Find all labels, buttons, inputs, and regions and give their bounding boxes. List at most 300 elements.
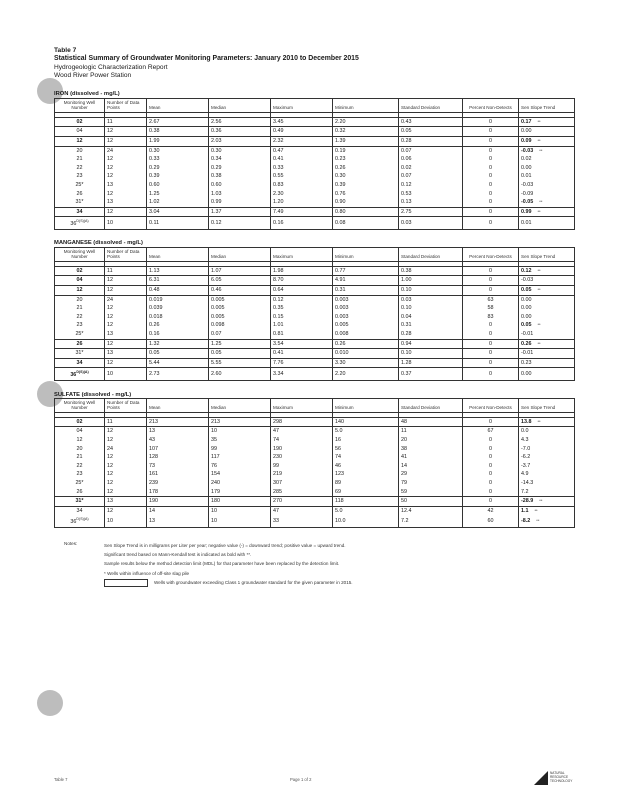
value-cell-median: 6.05 bbox=[209, 276, 271, 286]
value-cell-mean: 14 bbox=[147, 506, 209, 515]
value-cell-mean: 0.38 bbox=[147, 127, 209, 137]
column-header-points: Number of Data Points bbox=[105, 248, 147, 262]
value-cell-sd: 0.13 bbox=[399, 198, 463, 207]
value-cell-sd: 2.75 bbox=[399, 207, 463, 217]
table-row bbox=[55, 266, 575, 276]
value-cell-median: 1.07 bbox=[209, 266, 271, 276]
well-number-cell: 23 bbox=[55, 321, 105, 330]
value-cell-max: 307 bbox=[271, 479, 333, 488]
value-cell-sd: 0.06 bbox=[399, 155, 463, 164]
well-number-cell: 23 bbox=[55, 470, 105, 479]
significance-marker: ** bbox=[536, 517, 540, 523]
value-cell-pct: 0 bbox=[463, 181, 519, 190]
well-number-cell: 22 bbox=[55, 164, 105, 173]
value-cell-median: 0.29 bbox=[209, 164, 271, 173]
value-cell-median: 0.005 bbox=[209, 304, 271, 313]
significance-marker: ** bbox=[539, 199, 543, 205]
value-cell-pct: 0 bbox=[463, 137, 519, 147]
value-cell-min: 0.010 bbox=[333, 349, 399, 359]
value-cell-median: 1.03 bbox=[209, 190, 271, 199]
value-cell-sd: 0.10 bbox=[399, 349, 463, 359]
trend-cell: 0.12 ** bbox=[519, 266, 575, 276]
value-cell-median: 180 bbox=[209, 497, 271, 507]
value-cell-min: 118 bbox=[333, 497, 399, 507]
trend-cell: 0.26 ** bbox=[519, 339, 575, 349]
table-row bbox=[55, 358, 575, 368]
value-cell-mean: 1.13 bbox=[147, 266, 209, 276]
value-cell-mean: 107 bbox=[147, 445, 209, 454]
value-cell-pct: 42 bbox=[463, 506, 519, 515]
value-cell-n: 13 bbox=[105, 198, 147, 207]
value-cell-min: 123 bbox=[333, 470, 399, 479]
value-cell-median: 240 bbox=[209, 479, 271, 488]
document-header bbox=[54, 47, 574, 80]
value-cell-pct: 0 bbox=[463, 349, 519, 359]
value-cell-mean: 0.29 bbox=[147, 164, 209, 173]
value-cell-pct: 0 bbox=[463, 488, 519, 497]
value-cell-mean: 1.32 bbox=[147, 339, 209, 349]
value-cell-sd: 0.10 bbox=[399, 286, 463, 296]
table-row bbox=[55, 330, 575, 339]
value-cell-median: 0.05 bbox=[209, 349, 271, 359]
value-cell-min: 0.003 bbox=[333, 295, 399, 304]
column-header-median: Median bbox=[209, 99, 271, 113]
well-number-cell: 22 bbox=[55, 462, 105, 471]
value-cell-pct: 0 bbox=[463, 117, 519, 127]
table-row bbox=[55, 190, 575, 199]
well-number-cell: 04 bbox=[55, 427, 105, 436]
value-cell-min: 0.19 bbox=[333, 146, 399, 155]
value-cell-sd: 0.07 bbox=[399, 146, 463, 155]
well-number-cell: 21 bbox=[55, 304, 105, 313]
table-row bbox=[55, 368, 575, 380]
value-cell-mean: 178 bbox=[147, 488, 209, 497]
column-header-points: Number of Data Points bbox=[105, 399, 147, 413]
trend-cell: -6.2 bbox=[519, 453, 575, 462]
iron-table bbox=[54, 98, 575, 230]
value-cell-sd: 0.38 bbox=[399, 266, 463, 276]
table-row bbox=[55, 304, 575, 313]
value-cell-median: 117 bbox=[209, 453, 271, 462]
value-cell-median: 213 bbox=[209, 417, 271, 427]
value-cell-max: 47 bbox=[271, 506, 333, 515]
value-cell-n: 12 bbox=[105, 479, 147, 488]
trend-cell: 0.23 bbox=[519, 358, 575, 368]
trend-cell: -0.05 ** bbox=[519, 198, 575, 207]
trend-cell: 0.09 ** bbox=[519, 137, 575, 147]
well-number-cell: 12 bbox=[55, 137, 105, 147]
value-cell-n: 13 bbox=[105, 497, 147, 507]
trend-cell: -0.01 bbox=[519, 330, 575, 339]
value-cell-pct: 0 bbox=[463, 339, 519, 349]
value-cell-n: 12 bbox=[105, 304, 147, 313]
well-number-cell: 31* bbox=[55, 497, 105, 507]
value-cell-sd: 0.94 bbox=[399, 339, 463, 349]
value-cell-max: 0.16 bbox=[271, 217, 333, 229]
value-cell-mean: 0.30 bbox=[147, 146, 209, 155]
well-number-cell: 04 bbox=[55, 276, 105, 286]
trend-cell: 1.1 ** bbox=[519, 506, 575, 515]
trend-cell: -0.09 bbox=[519, 190, 575, 199]
value-cell-sd: 0.53 bbox=[399, 190, 463, 199]
well-number-cell: 34 bbox=[55, 358, 105, 368]
value-cell-max: 0.12 bbox=[271, 295, 333, 304]
value-cell-mean: 73 bbox=[147, 462, 209, 471]
significance-marker: ** bbox=[537, 418, 541, 424]
value-cell-max: 1.98 bbox=[271, 266, 333, 276]
value-cell-mean: 0.48 bbox=[147, 286, 209, 296]
value-cell-median: 0.12 bbox=[209, 217, 271, 229]
value-cell-min: 0.90 bbox=[333, 198, 399, 207]
value-cell-mean: 0.33 bbox=[147, 155, 209, 164]
column-header-stdev: Standard Deviation bbox=[399, 99, 463, 113]
table-row bbox=[55, 417, 575, 427]
well-number-cell: 12 bbox=[55, 436, 105, 445]
table-row bbox=[55, 497, 575, 507]
value-cell-pct: 0 bbox=[463, 330, 519, 339]
value-cell-n: 12 bbox=[105, 470, 147, 479]
manganese-table bbox=[54, 247, 575, 381]
value-cell-median: 0.60 bbox=[209, 181, 271, 190]
value-cell-mean: 13 bbox=[147, 427, 209, 436]
value-cell-pct: 0 bbox=[463, 190, 519, 199]
table-row bbox=[55, 217, 575, 229]
value-cell-mean: 0.019 bbox=[147, 295, 209, 304]
punch-hole-bottom bbox=[37, 690, 63, 716]
value-cell-mean: 0.26 bbox=[147, 321, 209, 330]
value-cell-n: 12 bbox=[105, 190, 147, 199]
value-cell-n: 12 bbox=[105, 172, 147, 181]
value-cell-sd: 20 bbox=[399, 436, 463, 445]
value-cell-sd: 1.00 bbox=[399, 276, 463, 286]
well-number-cell: 34 bbox=[55, 506, 105, 515]
table-row bbox=[55, 198, 575, 207]
column-header-mean: Mean bbox=[147, 99, 209, 113]
value-cell-mean: 190 bbox=[147, 497, 209, 507]
table-row bbox=[55, 276, 575, 286]
significance-marker: ** bbox=[537, 267, 541, 273]
value-cell-pct: 0 bbox=[463, 276, 519, 286]
value-cell-mean: 6.31 bbox=[147, 276, 209, 286]
well-number-cell: 26 bbox=[55, 488, 105, 497]
value-cell-median: 0.098 bbox=[209, 321, 271, 330]
value-cell-min: 3.30 bbox=[333, 358, 399, 368]
value-cell-mean: 43 bbox=[147, 436, 209, 445]
value-cell-n: 12 bbox=[105, 127, 147, 137]
value-cell-max: 0.47 bbox=[271, 146, 333, 155]
value-cell-n: 10 bbox=[105, 515, 147, 527]
value-cell-min: 2.20 bbox=[333, 368, 399, 380]
value-cell-n: 12 bbox=[105, 436, 147, 445]
table-row bbox=[55, 137, 575, 147]
value-cell-mean: 0.60 bbox=[147, 181, 209, 190]
well-number-cell: 31* bbox=[55, 198, 105, 207]
trend-cell: -8.2 ** bbox=[519, 515, 575, 527]
value-cell-n: 13 bbox=[105, 330, 147, 339]
value-cell-min: 0.30 bbox=[333, 172, 399, 181]
value-cell-pct: 0 bbox=[463, 146, 519, 155]
value-cell-pct: 63 bbox=[463, 295, 519, 304]
well-number-cell: 25* bbox=[55, 330, 105, 339]
column-header-median: Median bbox=[209, 248, 271, 262]
value-cell-sd: 29 bbox=[399, 470, 463, 479]
value-cell-min: 0.31 bbox=[333, 286, 399, 296]
value-cell-min: 0.008 bbox=[333, 330, 399, 339]
well-number-cell: 34 bbox=[55, 207, 105, 217]
value-cell-median: 10 bbox=[209, 506, 271, 515]
value-cell-max: 1.01 bbox=[271, 321, 333, 330]
page-number: Page 1 of 2 bbox=[290, 777, 312, 782]
value-cell-mean: 1.02 bbox=[147, 198, 209, 207]
value-cell-min: 2.20 bbox=[333, 117, 399, 127]
table-row bbox=[55, 506, 575, 515]
table-row bbox=[55, 117, 575, 127]
well-number-cell: 12 bbox=[55, 286, 105, 296]
significance-marker: ** bbox=[537, 118, 541, 124]
table-row bbox=[55, 427, 575, 436]
trend-cell: 0.17 ** bbox=[519, 117, 575, 127]
value-cell-median: 0.34 bbox=[209, 155, 271, 164]
value-cell-min: 16 bbox=[333, 436, 399, 445]
value-cell-pct: 60 bbox=[463, 515, 519, 527]
value-cell-max: 298 bbox=[271, 417, 333, 427]
value-cell-min: 0.80 bbox=[333, 207, 399, 217]
value-cell-median: 76 bbox=[209, 462, 271, 471]
value-cell-min: 0.005 bbox=[333, 321, 399, 330]
well-number-cell: 26 bbox=[55, 190, 105, 199]
value-cell-n: 12 bbox=[105, 358, 147, 368]
value-cell-min: 0.76 bbox=[333, 190, 399, 199]
value-cell-pct: 83 bbox=[463, 313, 519, 322]
value-cell-n: 24 bbox=[105, 146, 147, 155]
value-cell-median: 0.36 bbox=[209, 127, 271, 137]
value-cell-pct: 0 bbox=[463, 453, 519, 462]
trend-cell: 0.00 bbox=[519, 313, 575, 322]
table-row bbox=[55, 181, 575, 190]
value-cell-sd: 14 bbox=[399, 462, 463, 471]
value-cell-n: 12 bbox=[105, 321, 147, 330]
section-label-manganese: MANGANESE (dissolved - mg/L) bbox=[54, 240, 143, 246]
value-cell-sd: 7.2 bbox=[399, 515, 463, 527]
value-cell-mean: 0.39 bbox=[147, 172, 209, 181]
value-cell-sd: 0.03 bbox=[399, 295, 463, 304]
value-cell-mean: 1.25 bbox=[147, 190, 209, 199]
value-cell-max: 1.20 bbox=[271, 198, 333, 207]
value-cell-min: 0.39 bbox=[333, 181, 399, 190]
section-label-sulfate: SULFATE (dissolved - mg/L) bbox=[54, 392, 132, 398]
value-cell-pct: 0 bbox=[463, 445, 519, 454]
note-line: Sample results below the method detection limit (MDL) for that parameter have been replaced by the detection limit. bbox=[104, 561, 340, 567]
well-number-cell: 21 bbox=[55, 155, 105, 164]
value-cell-n: 12 bbox=[105, 506, 147, 515]
value-cell-sd: 0.02 bbox=[399, 164, 463, 173]
logo-text-line: NATURAL bbox=[550, 771, 565, 775]
value-cell-n: 10 bbox=[105, 368, 147, 380]
well-number-cell: $36^{D(S)(A)}$ bbox=[55, 368, 105, 380]
column-header-well: Monitoring Well Number bbox=[55, 399, 105, 413]
value-cell-median: 99 bbox=[209, 445, 271, 454]
value-cell-mean: 0.039 bbox=[147, 304, 209, 313]
value-cell-mean: 1.99 bbox=[147, 137, 209, 147]
well-number-cell: 23 bbox=[55, 172, 105, 181]
sulfate-table bbox=[54, 398, 575, 528]
well-number-cell: 26 bbox=[55, 339, 105, 349]
value-cell-max: 0.41 bbox=[271, 155, 333, 164]
value-cell-pct: 0 bbox=[463, 479, 519, 488]
value-cell-max: 2.30 bbox=[271, 190, 333, 199]
value-cell-median: 2.56 bbox=[209, 117, 271, 127]
value-cell-sd: 0.28 bbox=[399, 330, 463, 339]
notes-label: Notes: bbox=[64, 541, 78, 546]
value-cell-max: 0.55 bbox=[271, 172, 333, 181]
value-cell-median: 2.60 bbox=[209, 368, 271, 380]
value-cell-n: 10 bbox=[105, 217, 147, 229]
well-number-cell: 04 bbox=[55, 127, 105, 137]
value-cell-n: 12 bbox=[105, 155, 147, 164]
value-cell-n: 12 bbox=[105, 339, 147, 349]
significance-marker: ** bbox=[539, 498, 543, 504]
value-cell-pct: 0 bbox=[463, 368, 519, 380]
value-cell-mean: 13 bbox=[147, 515, 209, 527]
value-cell-pct: 0 bbox=[463, 127, 519, 137]
well-number-cell: 25* bbox=[55, 479, 105, 488]
value-cell-mean: 3.04 bbox=[147, 207, 209, 217]
well-number-cell: 21 bbox=[55, 453, 105, 462]
value-cell-n: 12 bbox=[105, 427, 147, 436]
value-cell-min: 89 bbox=[333, 479, 399, 488]
value-cell-pct: 0 bbox=[463, 198, 519, 207]
value-cell-sd: 1.28 bbox=[399, 358, 463, 368]
value-cell-median: 0.07 bbox=[209, 330, 271, 339]
value-cell-pct: 67 bbox=[463, 427, 519, 436]
table-row bbox=[55, 436, 575, 445]
value-cell-n: 13 bbox=[105, 181, 147, 190]
trend-cell: 4.9 bbox=[519, 470, 575, 479]
trend-cell: 0.99 ** bbox=[519, 207, 575, 217]
value-cell-median: 1.37 bbox=[209, 207, 271, 217]
note-line: * Wells within influence of off-site slag pile bbox=[104, 570, 190, 576]
value-cell-max: 7.76 bbox=[271, 358, 333, 368]
value-cell-sd: 0.10 bbox=[399, 304, 463, 313]
table-row bbox=[55, 146, 575, 155]
trend-cell: 0.00 bbox=[519, 304, 575, 313]
trend-cell: -7.0 bbox=[519, 445, 575, 454]
table-row bbox=[55, 155, 575, 164]
well-number-cell: 02 bbox=[55, 117, 105, 127]
value-cell-pct: 0 bbox=[463, 155, 519, 164]
table-row bbox=[55, 453, 575, 462]
value-cell-mean: 5.44 bbox=[147, 358, 209, 368]
value-cell-sd: 59 bbox=[399, 488, 463, 497]
table-row bbox=[55, 339, 575, 349]
value-cell-median: 10 bbox=[209, 427, 271, 436]
legend-text: Wells with groundwater exceeding Class 1 groundwater standard for the given parameter in 2015. bbox=[154, 579, 353, 585]
well-number-cell: 25* bbox=[55, 181, 105, 190]
value-cell-median: 0.38 bbox=[209, 172, 271, 181]
column-header-minimum: Minimum bbox=[333, 99, 399, 113]
value-cell-n: 11 bbox=[105, 117, 147, 127]
trend-cell: -3.7 bbox=[519, 462, 575, 471]
value-cell-mean: 0.16 bbox=[147, 330, 209, 339]
column-header-well: Monitoring Well Number bbox=[55, 99, 105, 113]
table-row bbox=[55, 488, 575, 497]
value-cell-max: 0.15 bbox=[271, 313, 333, 322]
value-cell-min: 69 bbox=[333, 488, 399, 497]
column-header-stdev: Standard Deviation bbox=[399, 399, 463, 413]
value-cell-min: 74 bbox=[333, 453, 399, 462]
value-cell-median: 35 bbox=[209, 436, 271, 445]
well-number-cell: 02 bbox=[55, 266, 105, 276]
table-row bbox=[55, 207, 575, 217]
value-cell-n: 12 bbox=[105, 137, 147, 147]
significance-marker: ** bbox=[537, 287, 541, 292]
value-cell-sd: 0.37 bbox=[399, 368, 463, 380]
section-label-iron: IRON (dissolved - mg/L) bbox=[54, 91, 120, 97]
value-cell-sd: 0.05 bbox=[399, 127, 463, 137]
value-cell-pct: 0 bbox=[463, 462, 519, 471]
table-row bbox=[55, 127, 575, 137]
column-header-maximum: Maximum bbox=[271, 399, 333, 413]
value-cell-min: 1.39 bbox=[333, 137, 399, 147]
legend-row bbox=[104, 578, 564, 587]
value-cell-median: 0.005 bbox=[209, 295, 271, 304]
table-row bbox=[55, 286, 575, 296]
value-cell-sd: 0.31 bbox=[399, 321, 463, 330]
column-header-trend: Sen Slope Trend bbox=[519, 99, 575, 113]
trend-cell: -0.03 bbox=[519, 181, 575, 190]
value-cell-mean: 161 bbox=[147, 470, 209, 479]
value-cell-pct: 0 bbox=[463, 164, 519, 173]
table-row bbox=[55, 462, 575, 471]
significance-marker: ** bbox=[539, 147, 543, 153]
value-cell-median: 1.25 bbox=[209, 339, 271, 349]
note-line: Significant trend based on Mann-Kendall test is indicated as bold with **. bbox=[104, 552, 252, 558]
value-cell-n: 12 bbox=[105, 313, 147, 322]
value-cell-min: 10.0 bbox=[333, 515, 399, 527]
value-cell-n: 12 bbox=[105, 453, 147, 462]
value-cell-median: 10 bbox=[209, 515, 271, 527]
value-cell-pct: 0 bbox=[463, 417, 519, 427]
value-cell-n: 11 bbox=[105, 266, 147, 276]
value-cell-n: 24 bbox=[105, 445, 147, 454]
value-cell-mean: 239 bbox=[147, 479, 209, 488]
well-number-cell: 02 bbox=[55, 417, 105, 427]
value-cell-min: 0.23 bbox=[333, 155, 399, 164]
column-header-mean: Mean bbox=[147, 248, 209, 262]
well-number-cell: $36^{D(S)(A)}$ bbox=[55, 217, 105, 229]
value-cell-min: 0.003 bbox=[333, 313, 399, 322]
trend-cell: 0.00 bbox=[519, 368, 575, 380]
value-cell-min: 5.0 bbox=[333, 506, 399, 515]
value-cell-pct: 0 bbox=[463, 266, 519, 276]
value-cell-sd: 0.28 bbox=[399, 137, 463, 147]
significance-marker: ** bbox=[537, 138, 541, 143]
well-number-cell: 20 bbox=[55, 445, 105, 454]
note-line: Sen Slope Trend is in milligrams per Liter per year; negative value (-) = downward trend; positive value = upward trend. bbox=[104, 543, 346, 548]
trend-cell: 0.02 bbox=[519, 155, 575, 164]
well-number-cell: 22 bbox=[55, 313, 105, 322]
trend-cell: 0.05 ** bbox=[519, 286, 575, 296]
value-cell-min: 56 bbox=[333, 445, 399, 454]
value-cell-max: 190 bbox=[271, 445, 333, 454]
value-cell-pct: 0 bbox=[463, 436, 519, 445]
value-cell-mean: 0.05 bbox=[147, 349, 209, 359]
value-cell-sd: 38 bbox=[399, 445, 463, 454]
trend-cell: 0.0 bbox=[519, 427, 575, 436]
value-cell-median: 0.30 bbox=[209, 146, 271, 155]
value-cell-min: 0.32 bbox=[333, 127, 399, 137]
value-cell-min: 0.77 bbox=[333, 266, 399, 276]
